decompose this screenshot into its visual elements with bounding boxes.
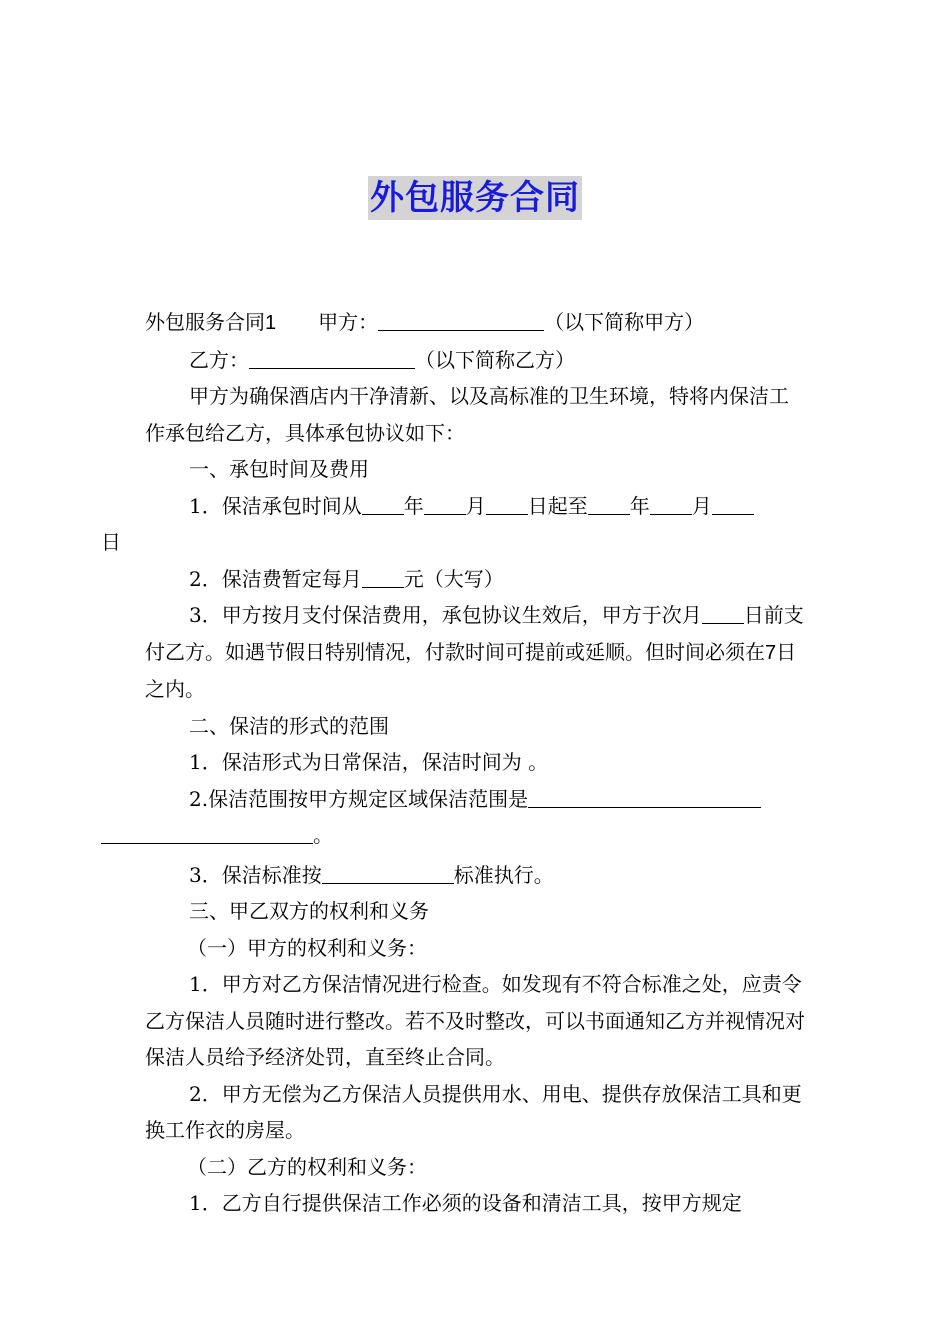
section-2-heading: 二、保洁的形式的范围 xyxy=(189,713,389,738)
clause-text: 日 xyxy=(101,530,121,554)
clause-2-3 xyxy=(145,857,807,894)
clause-text: 日之内。 xyxy=(145,639,797,701)
clause-text: 3．甲方按月支付保洁费用，承包协议生效后，甲方于次月 xyxy=(189,603,702,627)
title-container xyxy=(0,176,950,220)
scope-blank-cont xyxy=(101,819,313,844)
party-b-line xyxy=(145,342,807,379)
clause-text: 2.保洁范围按甲方规定区域保洁范围是 xyxy=(189,786,529,811)
party-a-label: 甲方： xyxy=(318,310,379,334)
section-1-heading: 一、承包时间及费用 xyxy=(189,457,369,481)
clause-text: 年 xyxy=(403,493,424,518)
scope-blank xyxy=(528,783,761,808)
month-blank xyxy=(650,490,692,515)
days-number: 7 xyxy=(765,641,777,664)
clause-1-1 xyxy=(101,488,807,561)
clause-text: 日前支付乙方。如遇节假日特别情况，付款时间可提前或延顺。但时间必须在 xyxy=(145,603,804,664)
clause-text: 标准执行。 xyxy=(453,862,554,887)
clause-1-2 xyxy=(145,561,807,598)
clause-3a-2: 2．甲方无偿为乙方保洁人员提供用水、用电、提供存放保洁工具和更换工作衣的房屋。 xyxy=(145,1081,802,1142)
clause-text: 3．保洁标准按 xyxy=(189,862,322,887)
party-b-label: 乙方： xyxy=(189,347,249,372)
clause-text: 1．保洁承包时间从 xyxy=(189,493,362,518)
clause-1-3 xyxy=(145,597,807,708)
amount-blank xyxy=(362,563,404,588)
clause-text: 元（大写） xyxy=(403,566,504,591)
party-a-blank xyxy=(378,306,544,331)
party-a-note: （以下简称甲方） xyxy=(544,310,705,334)
party-a-line xyxy=(145,304,807,342)
day-blank xyxy=(486,490,528,515)
contract-name: 外包服务合同 xyxy=(145,310,265,334)
clause-text: 月 xyxy=(691,493,712,518)
day-blank xyxy=(712,490,754,515)
section-3-sub-b: （二）乙方的权利和义务： xyxy=(187,1154,427,1179)
year-blank xyxy=(362,490,404,515)
clause-3b-1: 1．乙方自行提供保洁工作必须的设备和清洁工具，按甲方规定 xyxy=(189,1191,742,1215)
clause-text: 年 xyxy=(629,493,650,518)
document-body xyxy=(101,304,807,1222)
month-blank xyxy=(424,490,466,515)
document-title: 外包服务合同 xyxy=(370,178,580,218)
clause-3a-1: 1．甲方对乙方保洁情况进行检查。如发现有不符合标准之处，应责令乙方保洁人员随时进行整改。若不及时整改，可以书面通知乙方并视情况对保洁人员给予经济处罚，直至终止合同。 xyxy=(145,972,805,1069)
clause-2-1: 1．保洁形式为日常保洁，保洁时间为 。 xyxy=(189,750,549,774)
intro-paragraph: 甲方为确保酒店内干净清新、以及高标准的卫生环境，特将内保洁工作承包给乙方，具体承包协议如下： xyxy=(145,384,789,445)
clause-2-2 xyxy=(145,781,807,854)
year-blank xyxy=(588,490,630,515)
day-blank xyxy=(702,599,744,624)
party-b-note: （以下简称乙方） xyxy=(415,347,575,372)
section-3-heading: 三、甲乙双方的权利和义务 xyxy=(189,899,429,923)
standard-blank xyxy=(322,859,454,884)
clause-text: 。 xyxy=(313,823,333,847)
clause-text: 日起至 xyxy=(527,493,588,518)
clause-text: 月 xyxy=(465,493,486,518)
section-3-sub-a: （一）甲方的权利和义务： xyxy=(187,935,427,960)
party-b-blank xyxy=(249,344,415,369)
contract-number: 1 xyxy=(265,312,277,334)
clause-text: 2．保洁费暂定每月 xyxy=(189,566,362,591)
